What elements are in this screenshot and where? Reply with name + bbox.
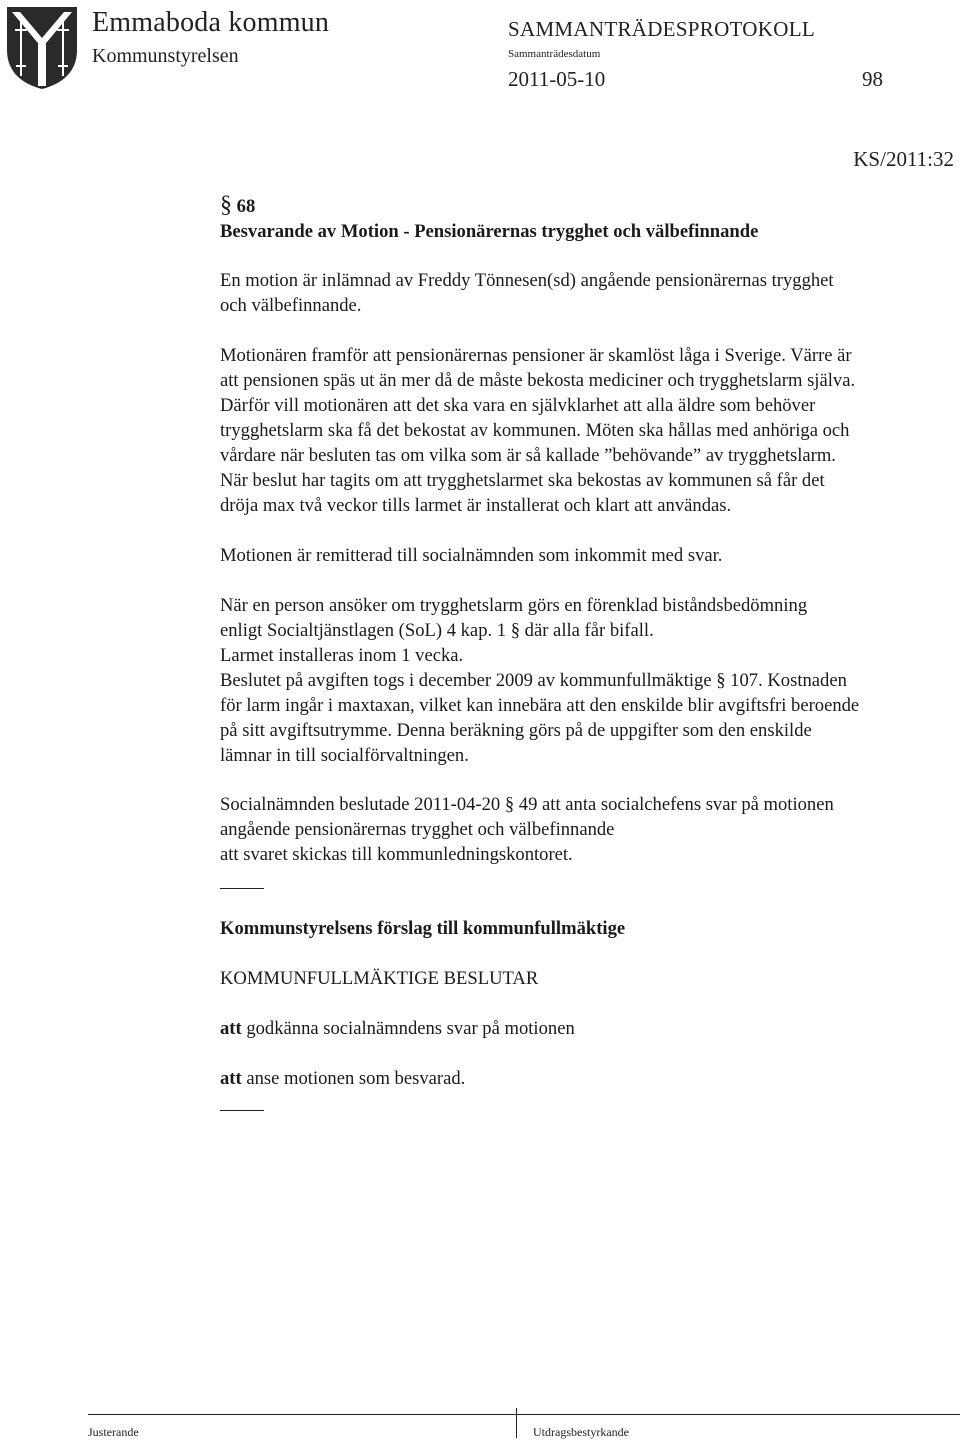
- text-line: När en person ansöker om trygghetslarm görs en förenklad biståndsbedömning: [220, 595, 808, 616]
- decision-caption: KOMMUNFULLMÄKTIGE BESLUTAR: [220, 968, 539, 989]
- footer-justerande: Justerande: [88, 1425, 139, 1439]
- paragraph-2: [220, 343, 960, 518]
- text-line: Motionen är remitterad till socialnämnden som inkommit med svar.: [220, 545, 723, 566]
- text-line: att svaret skickas till kommunledningskontoret.: [220, 844, 573, 865]
- section-number: 68: [236, 196, 256, 217]
- text-line: Motionären framför att pensionärernas pensioner är skamlöst låga i Sverige. Värre är: [220, 345, 852, 366]
- proposal-heading: Kommunstyrelsens förslag till kommunfullmäktige: [220, 918, 626, 939]
- text-line: lämnar in till socialförvaltningen.: [220, 745, 469, 766]
- protocol-title: SAMMANTRÄDESPROTOKOLL: [508, 17, 815, 41]
- decision-line: [220, 1016, 960, 1041]
- text-line: vårdare när besluten tas om vilka som är så kallade ”behövande” av trygghetslarm.: [220, 445, 836, 466]
- text-line: på sitt avgiftsutrymme. Denna beräkning görs på de uppgifter som den enskilde: [220, 720, 812, 741]
- paragraph-4: [220, 593, 960, 768]
- text-line: att pensionen späs ut än mer då de måste bekosta mediciner och trygghetslarm själva.: [220, 370, 856, 391]
- text-line: för larm ingår i maxtaxan, vilket kan innebära att den enskilde blir avgiftsfri beroende: [220, 695, 860, 716]
- decision-keyword: att: [220, 1068, 242, 1089]
- footer-rule: [88, 1414, 960, 1415]
- paragraph-1: [220, 268, 960, 318]
- section-number-line: [220, 193, 960, 219]
- proposal-block: [220, 916, 960, 941]
- separator-rule: [220, 888, 264, 889]
- org-name: Emmaboda kommun: [92, 7, 330, 38]
- text-line: När beslut har tagits om att trygghetslarmet ska bekostas av kommunen så får det: [220, 470, 825, 491]
- text-line: Därför vill motionären att det ska vara en självklarhet att alla äldre som behöver: [220, 395, 816, 416]
- decision-caption-block: [220, 966, 960, 991]
- decision-text: godkänna socialnämndens svar på motionen: [241, 1018, 575, 1039]
- section-title: Besvarande av Motion - Pensionärernas trygghet och välbefinnande: [220, 221, 759, 242]
- date-label: Sammanträdesdatum: [508, 48, 601, 60]
- text-line: Socialnämnden beslutade 2011-04-20 § 49 att anta socialchefens svar på motionen: [220, 794, 834, 815]
- text-line: enligt Socialtjänstlagen (SoL) 4 kap. 1 § där alla får bifall.: [220, 620, 654, 641]
- decision-text: anse motionen som besvarad.: [241, 1068, 466, 1089]
- decision-line: [220, 1066, 960, 1091]
- org-unit: Kommunstyrelsen: [92, 45, 239, 67]
- decision-item-2: [220, 1066, 960, 1091]
- text-line: Larmet installeras inom 1 vecka.: [220, 645, 464, 666]
- section-heading: [220, 193, 960, 244]
- footer-divider: [516, 1408, 517, 1438]
- paragraph-5: [220, 792, 960, 867]
- text-line: angående pensionärernas trygghet och välbefinnande: [220, 819, 615, 840]
- text-line: trygghetslarm ska få det bekostat av kommunen. Möten ska hållas med anhöriga och: [220, 420, 850, 441]
- section-symbol: §: [220, 192, 232, 218]
- text-line: och välbefinnande.: [220, 295, 362, 316]
- paragraph-3: [220, 543, 960, 568]
- meeting-date: 2011-05-10: [508, 67, 606, 91]
- case-reference: KS/2011:32: [853, 147, 954, 171]
- text-line: En motion är inlämnad av Freddy Tönnesen(sd) angående pensionärernas trygghet: [220, 270, 834, 291]
- separator-rule: [220, 1110, 264, 1111]
- emmaboda-coat-of-arms-logo: [4, 4, 80, 90]
- text-line: dröja max två veckor tills larmet är installerat och klart att användas.: [220, 495, 732, 516]
- decision-item-1: [220, 1016, 960, 1041]
- footer-utdragsbestyrkande: Utdragsbestyrkande: [533, 1425, 629, 1439]
- decision-keyword: att: [220, 1018, 242, 1039]
- page-number: 98: [862, 67, 883, 91]
- text-line: Beslutet på avgiften togs i december 2009 av kommunfullmäktige § 107. Kostnaden: [220, 670, 847, 691]
